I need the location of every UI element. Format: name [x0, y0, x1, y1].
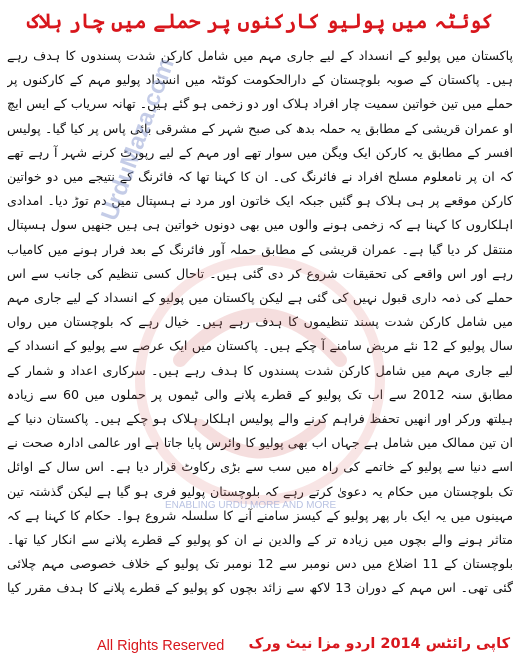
headline: کوئٹہ میں پولیو کارکنوں پر حملے میں چار ہلاک: [27, 9, 493, 33]
all-rights-reserved: All Rights Reserved: [97, 638, 225, 654]
watermark-tagline: ENABLING URDU MORE AND MORE: [165, 500, 337, 511]
copyright-notice: کاپی رائٹس 2014 اردو مزا نیٹ ورک: [248, 636, 510, 652]
footer: [0, 634, 520, 660]
article-body: پاکستان میں پولیو کے انسداد کے لیے جاری مہم میں شامل کارکن شدت پسندوں کا ہدف رہے ہیں۔ پاکستان کے صوبہ بلوچستان کے دارالحکومت کوئٹہ میں انسداد پولیو مہم کے کارکنوں پر حملے میں تین خواتین سمیت چار افراد ہلاک اور دو زخمی ہو گئے ہیں۔ تھانہ سریاب کے ایس ایچ او عمران قریشی کے مطابق یہ حملہ بدھ کی صبح شہر کے مشرقی بائی پاس پر کیا گیا۔ پولیس افسر کے مطابق یہ کارکن ایک ویگن میں سوار تھے اور مہم کے لیے رپورٹ کرنے شہر آ رہے تھے کہ ان پر نامعلوم مسلح افراد نے فائرنگ کی۔ ان کا کہنا تھا کہ فائرنگ کے نتیجے میں دو خواتین کارکن موقعے پر ہی ہلاک ہو گئیں جبکہ ایک خاتون اور مرد نے ہسپتال میں دم توڑ دیا۔ امدادی اہلکاروں کا کہنا ہے کہ زخمی ہونے والوں میں بھی دونوں خواتین ہی ہیں جنھیں سول ہسپتال منتقل کر دیا گیا ہے۔ عمران قریشی کے مطابق حملہ آور فائرنگ کے بعد فرار ہونے میں کامیاب رہے اور اس واقعے کی تحقیقات شروع کر دی گئی ہیں۔ تاحال کسی تنظیم کی جانب سے اس حملے کی ذمہ داری قبول نہیں کی گئی ہے لیکن پاکستان میں پولیو کے انسداد کے لیے جاری مہم میں شامل کارکن شدت پسند تنظیموں کا ہدف رہے ہیں۔ خیال رہے کہ بلوچستان میں رواں سال پولیو کے 12 نئے مریض سامنے آ چکے ہیں۔ پاکستان میں ایک عرصے سے پولیو کے انسداد کے لیے جاری مہم میں شامل کارکن شدت پسندوں کا ہدف رہے ہیں۔ سرکاری اعداد و شمار کے مطابق سنہ 2012 سے اب تک پولیو کے قطرے پلانے والی ٹیموں پر حملوں میں 60 سے زیادہ ہیلتھ ورکر اور انھیں تحفظ فراہم کرنے والے پولیس اہلکار ہلاک ہو چکے ہیں۔ پاکستان دنیا کے ان تین ممالک میں شامل ہے جہاں اب بھی پولیو کا وائرس پایا جاتا ہے اور عالمی ادارہ صحت نے اسے دنیا سے پولیو کے خاتمے کی راہ میں سب سے بڑی رکاوٹ قرار دیا ہے۔ اس سال کے اوائل تک بلوچستان میں حکام یہ دعویٰ کرتے رہے کہ بلوچستان پولیو فری ہو گیا ہے لیکن گذشتہ تین مہینوں میں یہ ایک بار پھر پولیو کے کیسز سامنے آنے کا سلسلہ شروع ہوا۔ حکام کا کہنا ہے کہ متاثر ہونے والے بچوں میں زیادہ تر کے والدین نے ان کو پولیو کے قطرے پلانے سے انکار کیا تھا۔ بلوچستان کے 11 اضلاع میں دس نومبر سے 12 نومبر تک پولیو کے خلاف خصوصی مہم چلائی گئی تھی۔ اس مہم کے دوران 13 لاکھ سے زائد بچوں کو پولیو کے قطرے پلانے کا ہدف مقرر کیا: [7, 48, 513, 596]
watermark-site-text: UrduMaza.com: [96, 54, 180, 225]
